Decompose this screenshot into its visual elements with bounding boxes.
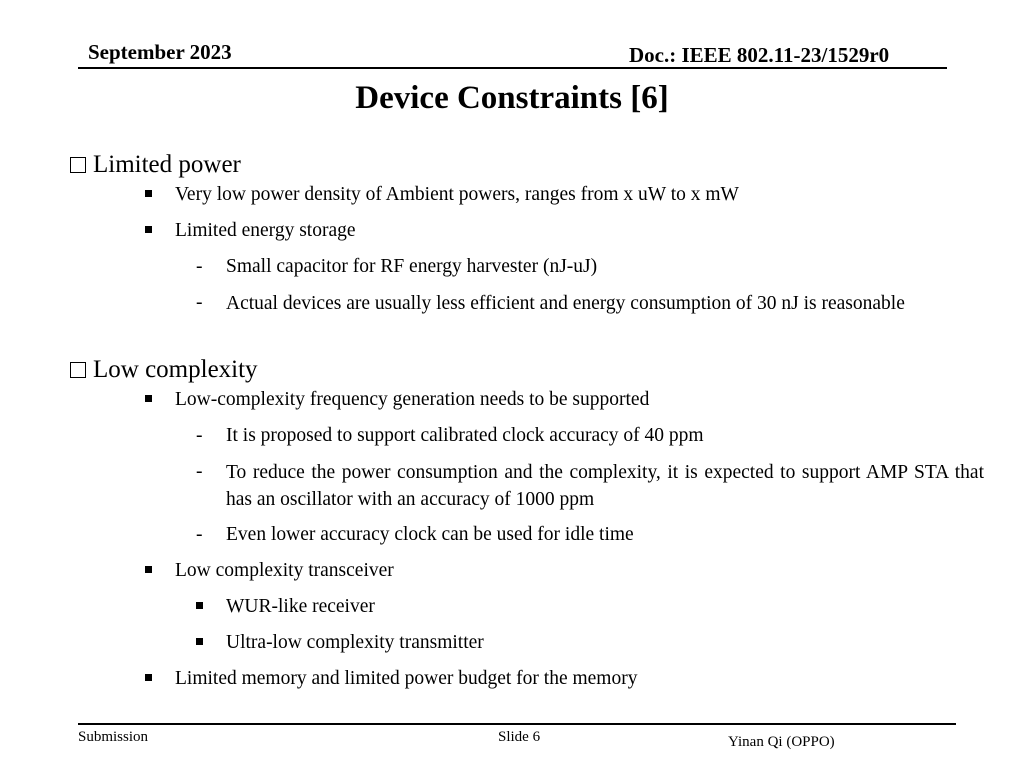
dash-bullet-icon: -	[196, 461, 203, 482]
dash-bullet-icon: -	[196, 292, 203, 313]
header-divider	[78, 67, 947, 69]
subbullet-reduce-power: To reduce the power consumption and the complexity, it is expected to support AMP STA that has an oscillator with an accuracy of 1000 ppm	[226, 462, 984, 510]
square-bullet-icon	[145, 190, 152, 197]
slide-title: Device Constraints [6]	[355, 80, 669, 116]
square-bullet-icon	[145, 674, 152, 681]
square-bullet-icon	[145, 226, 152, 233]
bullet-transceiver: Low complexity transceiver	[175, 560, 394, 581]
dash-bullet-icon: -	[196, 256, 203, 277]
footer-divider	[78, 723, 956, 725]
subbullet-capacitor: Small capacitor for RF energy harvester (nJ-uJ)	[226, 256, 598, 277]
footer-author: Yinan Qi (OPPO)	[728, 734, 835, 750]
section-heading-text: Limited power	[93, 151, 241, 178]
subbullet-actual-devices: Actual devices are usually less efficient and energy consumption of 30 nJ is reasonable	[226, 293, 905, 314]
section-heading-low-complexity	[70, 356, 258, 384]
square-bullet-icon	[145, 566, 152, 573]
footer-slide-number: Slide 6	[498, 729, 541, 745]
square-bullet-icon	[196, 602, 203, 609]
dash-bullet-icon: -	[196, 425, 203, 446]
subbullet-idle-clock: Even lower accuracy clock can be used for idle time	[226, 524, 634, 545]
section-heading-text: Low complexity	[93, 356, 258, 383]
square-bullet-icon	[145, 395, 152, 402]
subbullet-wur-receiver: WUR-like receiver	[226, 596, 375, 617]
checkbox-bullet-icon	[70, 362, 86, 378]
bullet-memory: Limited memory and limited power budget for the memory	[175, 668, 638, 689]
section-heading-limited-power	[70, 151, 241, 179]
bullet-power-density: Very low power density of Ambient powers, ranges from x uW to x mW	[175, 184, 739, 205]
subbullet-clock-accuracy: It is proposed to support calibrated clock accuracy of 40 ppm	[226, 425, 704, 446]
header-doc-id: Doc.: IEEE 802.11-23/1529r0	[629, 43, 890, 67]
footer-submission: Submission	[78, 729, 149, 745]
bullet-frequency-generation: Low-complexity frequency generation needs to be supported	[175, 389, 650, 410]
subbullet-transmitter: Ultra-low complexity transmitter	[226, 632, 484, 653]
header-date: September 2023	[88, 40, 232, 64]
bullet-energy-storage: Limited energy storage	[175, 220, 356, 241]
dash-bullet-icon: -	[196, 524, 203, 545]
checkbox-bullet-icon	[70, 157, 86, 173]
square-bullet-icon	[196, 638, 203, 645]
